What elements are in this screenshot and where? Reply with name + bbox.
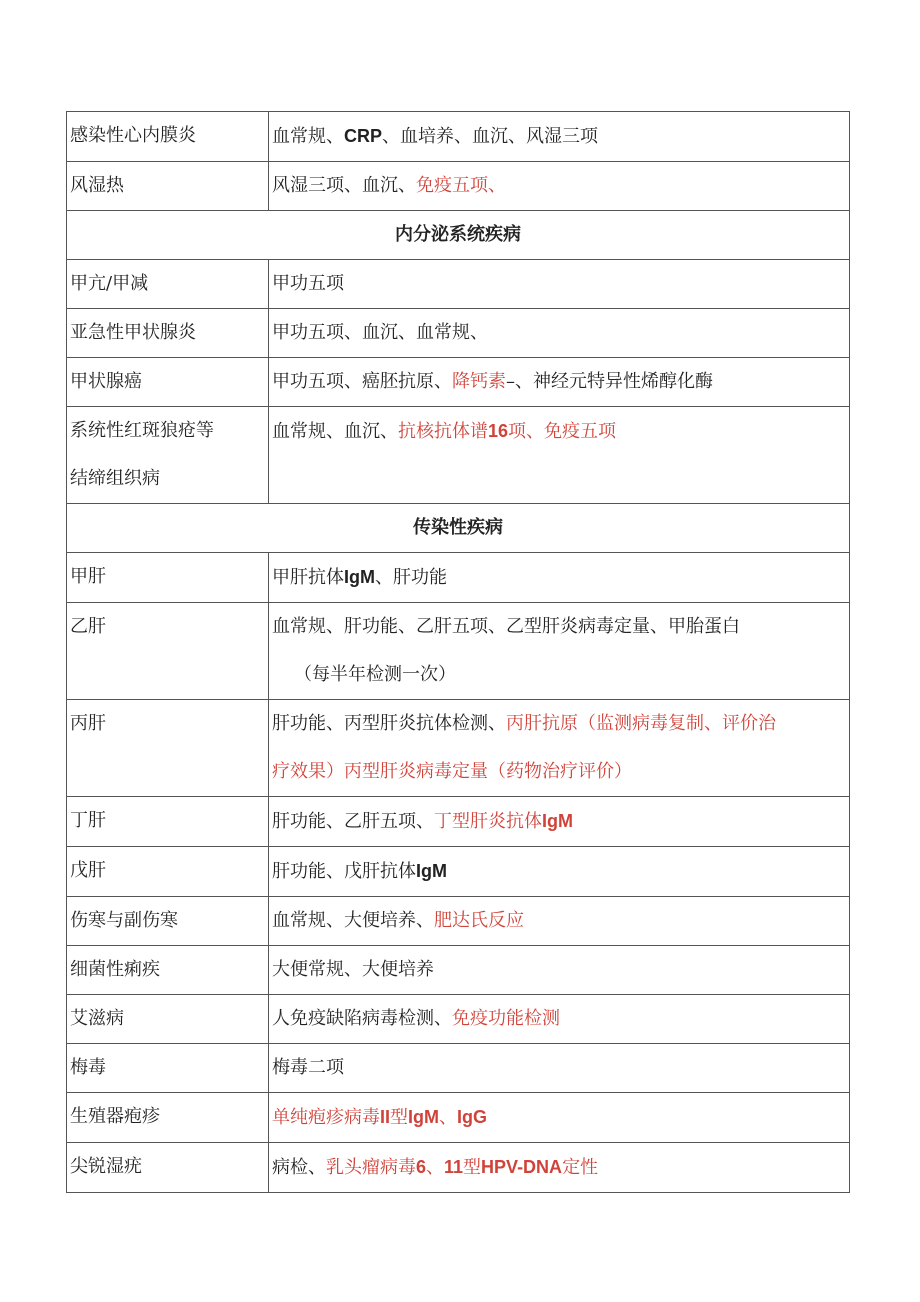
section-title-endocrine: 内分泌系统疾病 [67, 211, 850, 260]
table-row [67, 162, 850, 211]
disease-cell: 风湿热 [67, 162, 269, 211]
disease-cell: 梅毒 [67, 1044, 269, 1093]
table-row [67, 112, 850, 162]
tests-cell: 血常规、大便培养、肥达氏反应 [269, 897, 850, 946]
table-row [67, 946, 850, 995]
tests-cell: 梅毒二项 [269, 1044, 850, 1093]
tests-cell: 血常规、CRP、血培养、血沉、风湿三项 [269, 112, 850, 162]
tests-cell: 肝功能、乙肝五项、丁型肝炎抗体IgM [269, 797, 850, 847]
table-row [67, 260, 850, 309]
tests-cell: 肝功能、丙型肝炎抗体检测、丙肝抗原（监测病毒复制、评价治 疗效果）丙型肝炎病毒定量（药物治疗评价） [269, 700, 850, 797]
disease-cell: 乙肝 [67, 603, 269, 700]
disease-cell: 甲肝 [67, 553, 269, 603]
tests-cell: 血常规、肝功能、乙肝五项、乙型肝炎病毒定量、甲胎蛋白 （每半年检测一次） [269, 603, 850, 700]
section-title-infectious: 传染性疾病 [67, 504, 850, 553]
tests-cell: 甲肝抗体IgM、肝功能 [269, 553, 850, 603]
table-row [67, 797, 850, 847]
table-row [67, 1143, 850, 1193]
tests-cell: 甲功五项 [269, 260, 850, 309]
table-row [67, 309, 850, 358]
tests-cell: 甲功五项、血沉、血常规、 [269, 309, 850, 358]
section-row [67, 504, 850, 553]
table-row [67, 553, 850, 603]
table-row [67, 847, 850, 897]
disease-cell: 亚急性甲状腺炎 [67, 309, 269, 358]
tests-cell: 肝功能、戊肝抗体IgM [269, 847, 850, 897]
table-row [67, 1093, 850, 1143]
disease-cell: 系统性红斑狼疮等 结缔组织病 [67, 407, 269, 504]
tests-cell: 大便常规、大便培养 [269, 946, 850, 995]
disease-cell: 伤寒与副伤寒 [67, 897, 269, 946]
disease-cell: 丙肝 [67, 700, 269, 797]
disease-cell: 生殖器疱疹 [67, 1093, 269, 1143]
table-row [67, 603, 850, 700]
table-row [67, 1044, 850, 1093]
table-row [67, 897, 850, 946]
tests-cell: 风湿三项、血沉、免疫五项、 [269, 162, 850, 211]
section-row [67, 211, 850, 260]
tests-cell: 人免疫缺陷病毒检测、免疫功能检测 [269, 995, 850, 1044]
disease-cell: 尖锐湿疣 [67, 1143, 269, 1193]
tests-cell: 甲功五项、癌胚抗原、降钙素–、神经元特异性烯醇化酶 [269, 358, 850, 407]
disease-cell: 细菌性痢疾 [67, 946, 269, 995]
disease-cell: 戊肝 [67, 847, 269, 897]
disease-cell: 丁肝 [67, 797, 269, 847]
lab-test-table [66, 111, 850, 1193]
tests-cell: 单纯疱疹病毒II型IgM、IgG [269, 1093, 850, 1143]
disease-cell: 甲亢/甲减 [67, 260, 269, 309]
tests-cell: 病检、乳头瘤病毒6、11型HPV-DNA定性 [269, 1143, 850, 1193]
table-row [67, 995, 850, 1044]
disease-cell: 甲状腺癌 [67, 358, 269, 407]
table-row [67, 700, 850, 797]
table-row [67, 407, 850, 504]
disease-cell: 艾滋病 [67, 995, 269, 1044]
disease-cell: 感染性心内膜炎 [67, 112, 269, 162]
table-row [67, 358, 850, 407]
tests-cell: 血常规、血沉、抗核抗体谱16项、免疫五项 [269, 407, 850, 504]
